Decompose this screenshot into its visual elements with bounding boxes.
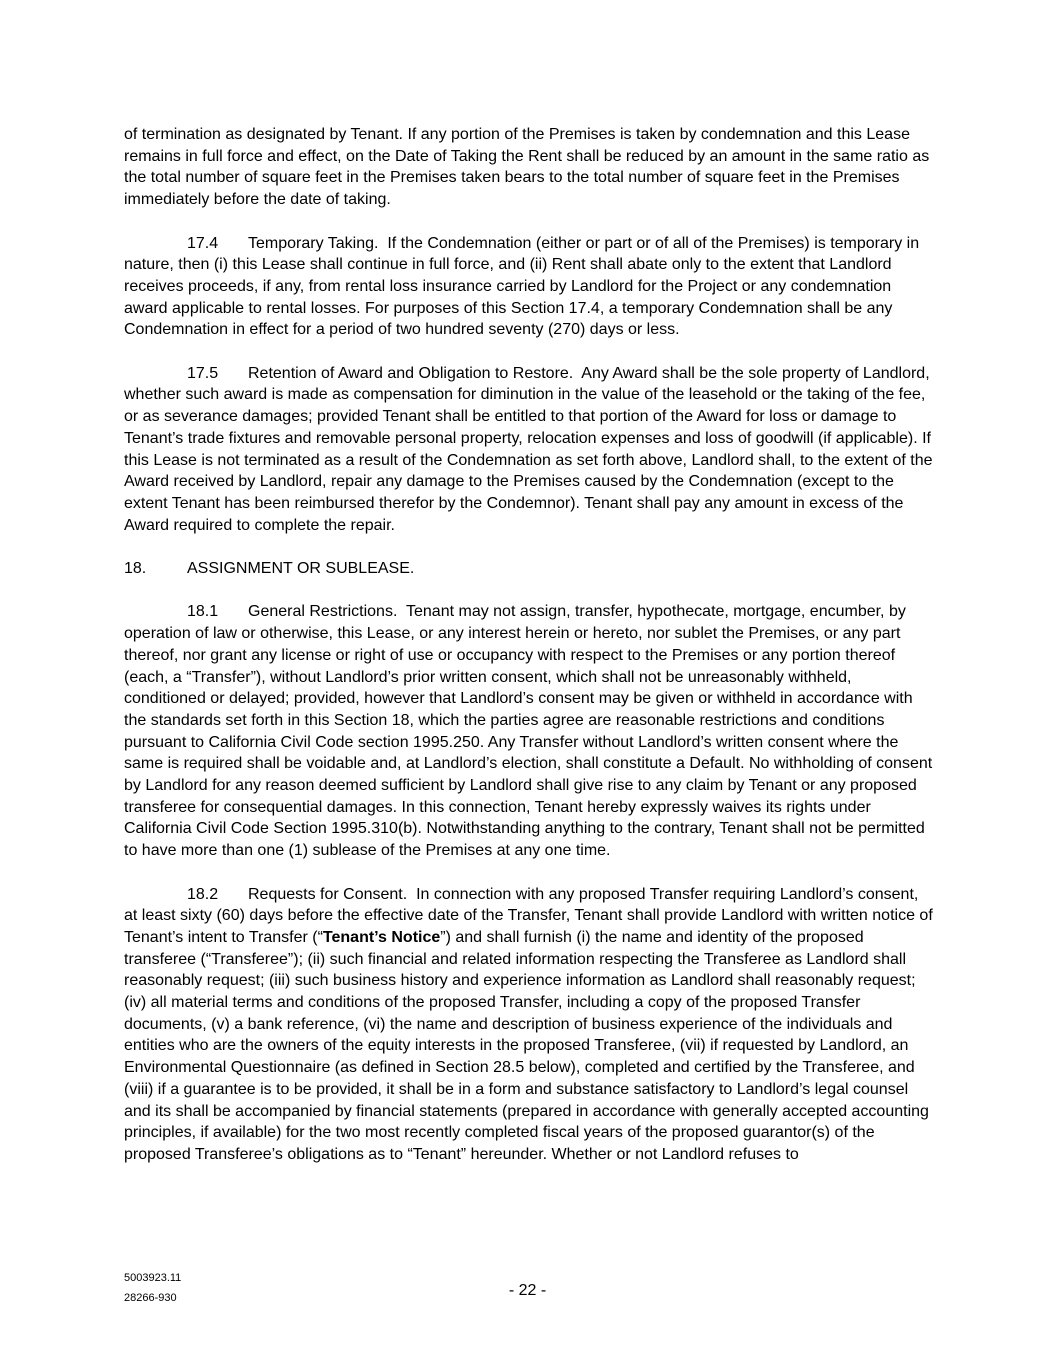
section-number: 18.2 — [187, 885, 219, 903]
section-title: ASSIGNMENT OR SUBLEASE. — [187, 560, 415, 578]
page-number: - 22 - — [508, 1282, 547, 1299]
section-17-4 — [124, 233, 936, 342]
section-18-heading — [124, 558, 936, 580]
section-number: 18.1 — [187, 603, 219, 621]
section-body-continued: ”) and shall furnish (i) the name and identity of the proposed transferee (“Transferee”); (ii) such financial and related information respecting the Transferee as Landlord shall reasonably request; (iii) such business history and experience information as Landlord shall reasonably request; (iv) all material terms and conditions of the proposed Transfer, including a copy of the proposed Transfer documents, (v) a bank reference, (vi) the name and description of business experience of the individuals and entities who are the owners of the equity interests in the proposed Transferee, (vii) if requested by Landlord, an Environmental Questionnaire (as defined in Section 28.5 below), completed and certified by the Transferee, and (viii) if a guarantee is to be provided, it shall be in a form and substance satisfactory to Landlord’s legal counsel and its shall be accompanied by financial statements (prepared in accordance with generally accepted accounting principles, if available) for the two most recently completed fiscal years of the proposed guarantor(s) of the proposed Transferee’s obligations as to “Tenant” hereunder. Whether or not Landlord refuses to — [124, 928, 929, 1163]
section-title: Retention of Award and Obligation to Restore. — [248, 364, 574, 382]
section-title: Temporary Taking. — [248, 234, 379, 252]
doc-id: 5003923.11 — [124, 1272, 182, 1284]
section-number: 18. — [124, 560, 147, 578]
section-title: General Restrictions. — [248, 603, 398, 621]
section-body: If the Condemnation (either or part or of all of the Premises) is temporary in nature, then (i) this Lease shall continue in full force, and (ii) Rent shall abate only to the extent that Landlord receives proceeds, if any, from rental loss insurance carried by Landlord for the Project or any condemnation award applicable to rental losses. For purposes of this Section 17.4, a temporary Condemnation shall be any Condemnation in effect for a period of two hundred seventy (270) days or less. — [124, 234, 920, 339]
section-18-1 — [124, 601, 936, 861]
paragraph-condemnation-continued: of termination as designated by Tenant. If any portion of the Premises is taken by condemnation and this Lease remains in full force and effect, on the Date of Taking the Rent shall be reduced by an amount in the same ratio as the total number of square feet in the Premises taken bears to the total number of square feet in the Premises immediately before the date of taking. — [124, 126, 930, 209]
section-title: Requests for Consent. — [248, 885, 408, 903]
section-number: 17.5 — [187, 364, 219, 382]
section-number: 17.4 — [187, 234, 219, 252]
section-body: Tenant may not assign, transfer, hypothecate, mortgage, encumber, by operation of law or otherwise, this Lease, or any interest herein or hereto, nor sublet the Premises, or any part thereof, nor grant any license or right of use or occupancy with respect to the Premises or any portion thereof (each, a “Transfer”), without Landlord’s prior written consent, which shall not be unreasonably withheld, conditioned or delayed; provided, however that Landlord’s consent may be given or withheld in accordance with the standards set forth in this Section 18, which the parties agree are reasonable restrictions and conditions pursuant to California Civil Code section 1995.250. Any Transfer without Landlord’s written consent where the same is required shall be voidable and, at Landlord’s election, shall constitute a Default. No withholding of consent by Landlord for any reason deemed sufficient by Landlord shall give rise to any claim by Tenant or any proposed transferee for consequential damages. In this connection, Tenant hereby expressly waives its rights under California Civil Code Section 1995.310(b). Notwithstanding anything to the contrary, Tenant shall not be permitted to have more than one (1) sublease of the Premises at any one time. — [124, 603, 933, 860]
section-body: Any Award shall be the sole property of Landlord, whether such award is made as compensation for diminution in the value of the leasehold or the taking of the fee, or as severance damages; provided Tenant shall be entitled to that portion of the Award for loss or damage to Tenant’s trade fixtures and removable personal property, relocation expenses and loss of goodwill (if applicable). If this Lease is not terminated as a result of the Condemnation as set forth above, Landlord shall, to the extent of the Award received by Landlord, repair any damage to the Premises caused by the Condemnation (except to the extent Tenant has been reimbursed therefor by the Condemnor). Tenant shall pay any amount in excess of the Award required to complete the repair. — [124, 364, 933, 534]
section-17-5 — [124, 363, 936, 537]
section-18-2 — [124, 884, 936, 1166]
section-body: In connection with any proposed Transfer requiring Landlord’s consent, at least sixty (60) days before the effective date of the Transfer, Tenant shall provide Landlord with written notice of Tenant’s intent to Transfer (“ — [124, 885, 933, 946]
matter-id: 28266-930 — [124, 1292, 177, 1304]
document-page — [124, 124, 936, 1166]
defined-term: Tenant’s Notice — [322, 928, 441, 946]
